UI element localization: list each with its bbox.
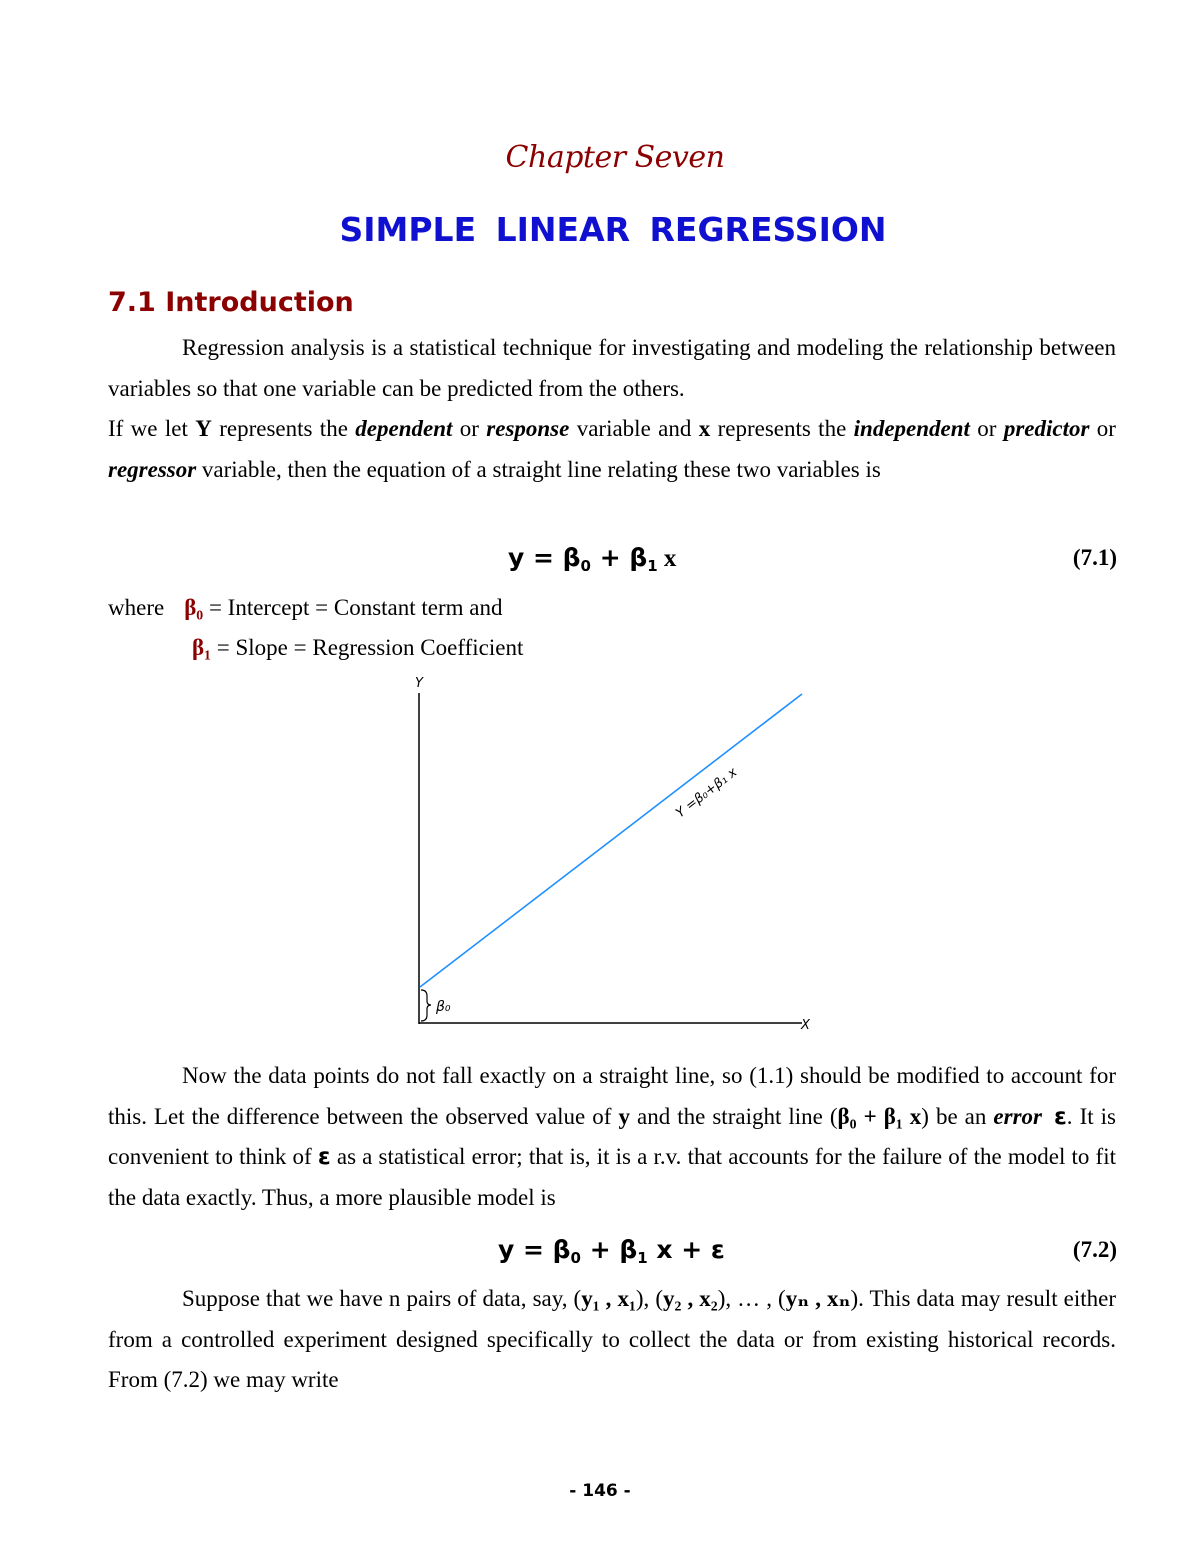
regression-line-figure	[380, 665, 840, 1045]
error-paragraph: Now the data points do not fall exactly on a straight line, so (1.1) should be modified to account for this. Let the difference between the observed value of y and the straight line (β₀ + β₁ x) be an error ε. It is convenient to think of ε as a statistical error; that is, it is a r.v. that accounts for the failure of the model to fit the data exactly. Thus, a more plausible model is	[108, 1063, 1116, 1210]
regression-line	[420, 694, 802, 987]
intercept-brace	[421, 990, 431, 1021]
term-predictor: predictor	[1003, 416, 1090, 441]
x-axis-label: X	[801, 1018, 810, 1033]
y-axis-label: Y	[415, 676, 423, 691]
intro-paragraph	[108, 328, 1116, 490]
chapter-title: Chapter Seven	[505, 140, 725, 175]
page-number: - 146 -	[569, 1481, 631, 1501]
main-title: SIMPLE LINEAR REGRESSION	[339, 210, 887, 249]
data-pairs-paragraph: Suppose that we have n pairs of data, say, (y₁ , x₁), (y₂ , x₂), … , (yₙ , xₙ). This data may result either from a controlled experiment designed specifically to collect the data or from existing historical records. From (7.2) we may write	[108, 1286, 1116, 1392]
term-error: error	[993, 1103, 1042, 1129]
where-block: where β₀ = Intercept = Constant term and β₁ = Slope = Regression Coefficient	[108, 595, 524, 660]
term-response: response	[486, 416, 570, 441]
section-heading: 7.1 Introduction	[108, 287, 354, 318]
paragraph-variables: If we let Y represents the dependent or response variable and x represents the independent or predictor or regressor variable, then the equation of a straight line relating these two variables is	[108, 416, 1116, 482]
line-equation-label: Y =β₀+β₁ x	[673, 765, 741, 822]
paragraph-regression-definition: Regression analysis is a statistical technique for investigating and modeling the relationship between variables so that one variable can be predicted from the others.	[108, 335, 1116, 401]
term-regressor: regressor	[108, 456, 197, 482]
beta0-symbol: β₀	[184, 595, 204, 620]
equation-7-2: $y = \beta_0 + \beta_1$ x + ε (7.2)	[498, 1235, 1117, 1267]
equation-number: (7.1)	[1072, 545, 1117, 570]
equation-7-1: $y = \beta_0 + \beta_1$ x (7.1)	[508, 543, 1117, 575]
equation-number: (7.2)	[1072, 1237, 1117, 1262]
term-independent: independent	[853, 416, 970, 441]
epsilon-symbol: ε	[1053, 1103, 1067, 1130]
epsilon-symbol: ε	[317, 1144, 331, 1170]
term-dependent: dependent	[355, 416, 453, 441]
beta1-symbol: β₁	[192, 635, 212, 660]
intercept-label: β₀	[436, 999, 451, 1015]
